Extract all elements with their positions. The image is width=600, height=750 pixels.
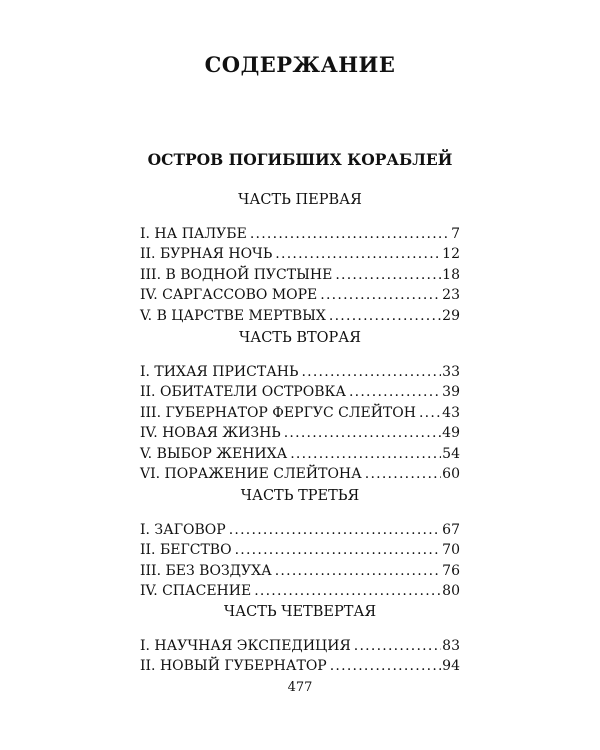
toc-entry-page: 49 (442, 425, 460, 442)
book-title: ОСТРОВ ПОГИБШИХ КОРАБЛЕЙ (147, 150, 453, 169)
toc-entry-title: II. ОБИТАТЕЛИ ОСТРОВКА (140, 384, 346, 401)
toc-entry-title: IV. СПАСЕНИЕ (140, 583, 252, 600)
leader-dots (275, 561, 441, 581)
leader-dots (320, 285, 441, 305)
leader-dots (290, 444, 441, 464)
part-heading: ЧАСТЬ ПЕРВАЯ (238, 192, 362, 208)
toc-entry-title: IV. НОВАЯ ЖИЗНЬ (140, 425, 281, 442)
toc-entry-title: I. ТИХАЯ ПРИСТАНЬ (140, 364, 299, 380)
leader-dots (229, 520, 441, 540)
toc-entry-page: 18 (442, 266, 460, 283)
part-3 (140, 486, 460, 602)
toc-entry-page: 43 (442, 404, 460, 421)
leader-dots (275, 244, 441, 264)
toc-entry-page: 7 (451, 226, 460, 242)
toc-entry[interactable] (140, 464, 460, 484)
leader-dots (330, 656, 441, 676)
toc-entry[interactable] (140, 362, 460, 382)
toc-entry[interactable] (140, 636, 460, 656)
toc-entry[interactable] (140, 581, 460, 601)
toc-entry-title: III. В ВОДНОЙ ПУСТЫНЕ (140, 266, 333, 283)
toc-entry-page: 76 (442, 562, 460, 579)
toc-entry-title: II. НОВЫЙ ГУБЕРНАТОР (140, 658, 327, 675)
leader-dots (301, 362, 441, 382)
leader-dots (354, 636, 441, 656)
toc-entry-page: 23 (442, 287, 460, 304)
toc-entry[interactable] (140, 423, 460, 443)
toc-entry-title: V. ВЫБОР ЖЕНИХА (140, 445, 288, 462)
toc-entry-page: 67 (442, 522, 460, 538)
page-title: СОДЕРЖАНИЕ (204, 52, 396, 77)
toc-entry[interactable] (140, 382, 460, 402)
leader-dots (329, 306, 441, 326)
toc-entry-title: I. НА ПАЛУБЕ (140, 226, 247, 242)
toc-entry[interactable] (140, 224, 460, 244)
toc-entry[interactable] (140, 403, 460, 423)
leader-dots (335, 265, 441, 285)
toc-entry-page: 54 (442, 445, 460, 462)
toc-entry-page: 29 (442, 307, 460, 324)
toc-entry[interactable] (140, 306, 460, 326)
leader-dots (250, 224, 450, 244)
toc-entry-page: 83 (442, 638, 460, 654)
part-heading: ЧАСТЬ ВТОРАЯ (239, 330, 361, 346)
toc-entry[interactable] (140, 444, 460, 464)
toc-entry-page: 33 (442, 364, 460, 380)
toc-entry-title: III. БЕЗ ВОЗДУХА (140, 562, 272, 579)
toc-entry[interactable] (140, 265, 460, 285)
part-heading: ЧАСТЬ ЧЕТВЕРТАЯ (223, 604, 377, 620)
toc-entry[interactable] (140, 540, 460, 560)
part-4 (140, 602, 460, 677)
toc-entry-title: V. В ЦАРСТВЕ МЕРТВЫХ (140, 307, 326, 324)
toc-entry-page: 70 (442, 542, 460, 559)
page-number: 477 (287, 680, 313, 695)
toc-entry-title: I. НАУЧНАЯ ЭКСПЕДИЦИЯ (140, 638, 351, 654)
part-2 (140, 328, 460, 484)
toc-entry[interactable] (140, 285, 460, 305)
part-1 (140, 190, 460, 326)
part-heading: ЧАСТЬ ТРЕТЬЯ (240, 488, 360, 504)
leader-dots (419, 403, 441, 423)
toc-entry-page: 12 (442, 246, 460, 263)
leader-dots (365, 464, 441, 484)
toc-entry-page: 94 (442, 658, 460, 675)
toc-entry-page: 60 (442, 465, 460, 482)
leader-dots (254, 581, 441, 601)
toc-entry-title: VI. ПОРАЖЕНИЕ СЛЕЙТОНА (140, 465, 362, 482)
leader-dots (235, 540, 442, 560)
toc-entry[interactable] (140, 656, 460, 676)
toc-entry-title: I. ЗАГОВОР (140, 522, 226, 538)
leader-dots (284, 423, 441, 443)
toc-entry-title: III. ГУБЕРНАТОР ФЕРГУС СЛЕЙТОН (140, 404, 416, 421)
toc-entry-title: IV. САРГАССОВО МОРЕ (140, 287, 318, 304)
toc-entry[interactable] (140, 561, 460, 581)
toc-entry[interactable] (140, 244, 460, 264)
toc-entry-title: II. БЕГСТВО (140, 542, 232, 559)
toc-entry-page: 80 (442, 583, 460, 600)
leader-dots (349, 382, 441, 402)
toc-entry-title: II. БУРНАЯ НОЧЬ (140, 246, 273, 263)
toc-entry[interactable] (140, 520, 460, 540)
toc-entry-page: 39 (442, 384, 460, 401)
